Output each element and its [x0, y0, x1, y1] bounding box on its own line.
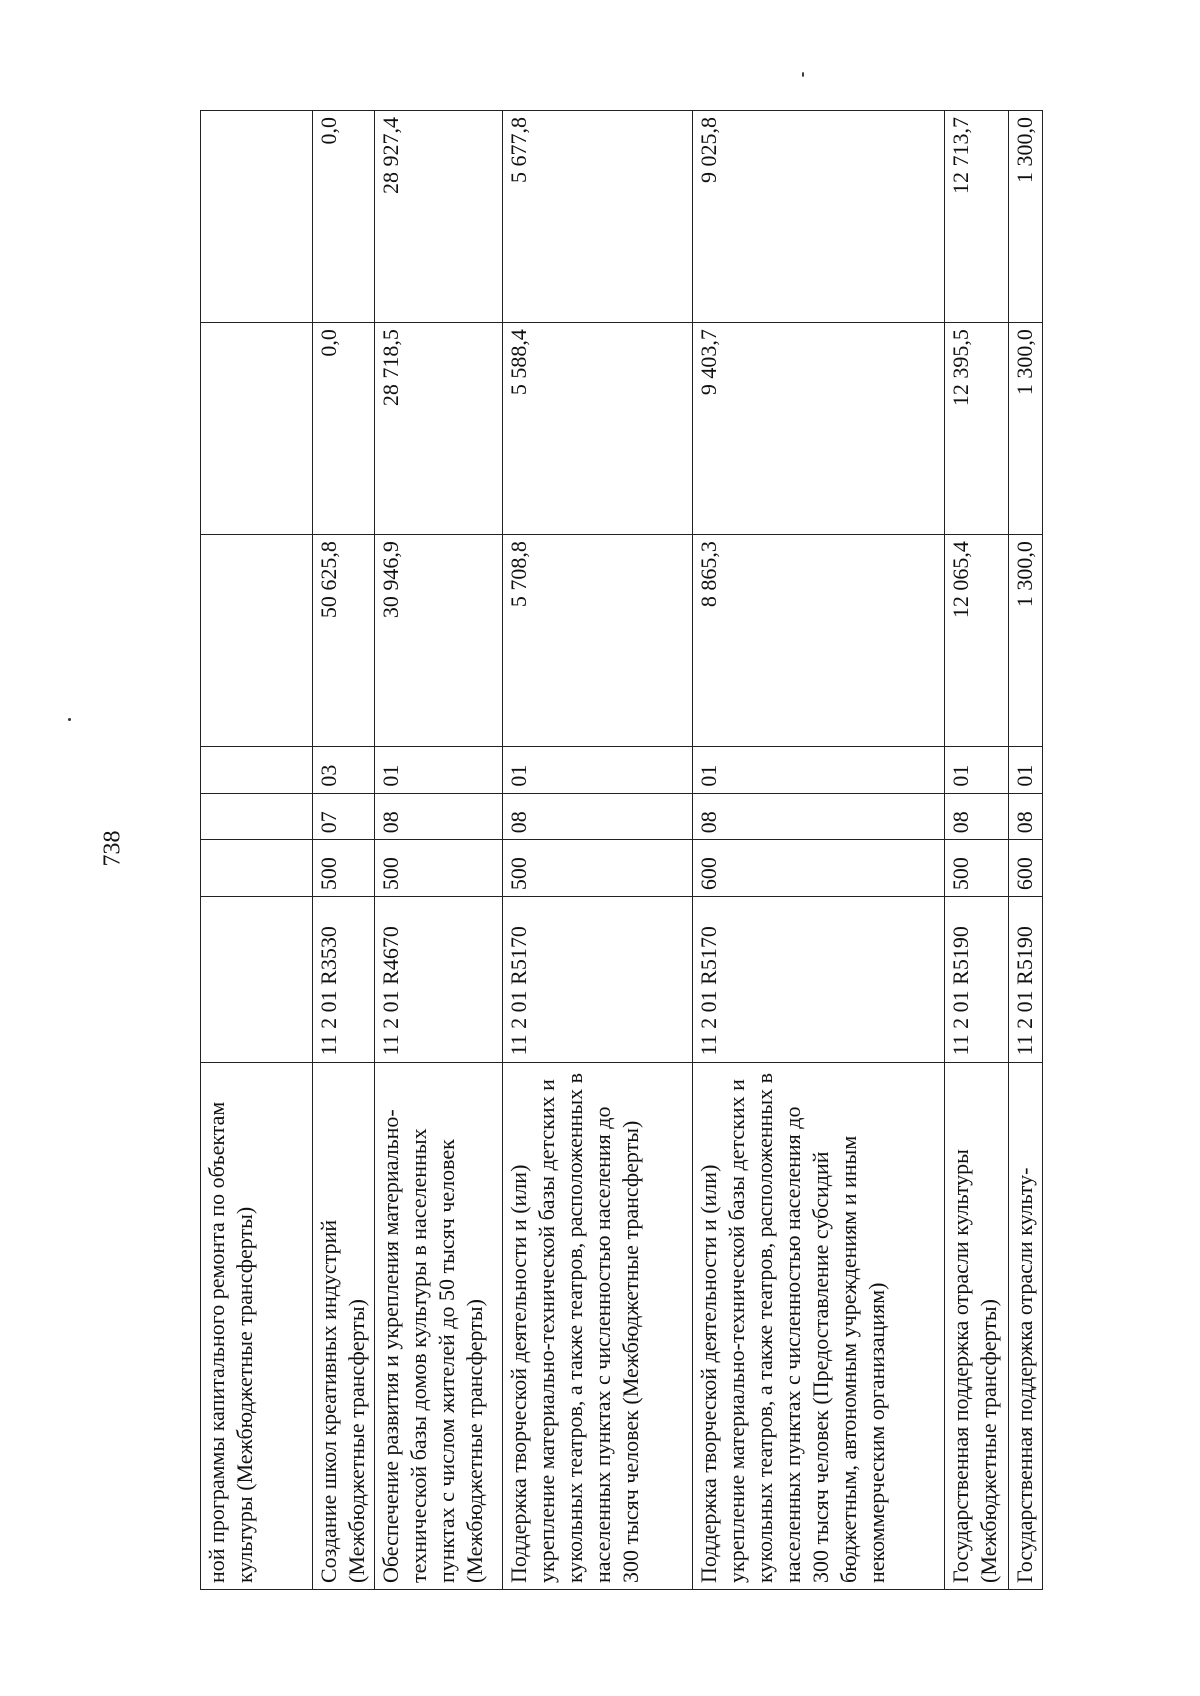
row-rz: 08: [945, 793, 1009, 840]
row-pr: [201, 747, 313, 794]
row-name: Создание школ креативных индустрий (Межбюджетные трансферты): [313, 1062, 375, 1589]
row-rz: 07: [313, 793, 375, 840]
row-value-2: 12 395,5: [945, 323, 1009, 535]
row-vr: 500: [313, 840, 375, 897]
row-value-2: 28 718,5: [375, 323, 503, 535]
table-row: [945, 111, 1009, 1590]
row-name: Государственная поддержка отрасли культуры (Межбюджетные трансферты): [945, 1062, 1009, 1589]
table-row: [313, 111, 375, 1590]
row-value-2: [201, 323, 313, 535]
row-rz: 08: [693, 793, 945, 840]
row-pr: 03: [313, 747, 375, 794]
row-vr: 500: [503, 840, 693, 897]
row-rz: 08: [503, 793, 693, 840]
row-value-2: 5 588,4: [503, 323, 693, 535]
budget-table: [200, 110, 1043, 1590]
row-vr: 500: [375, 840, 503, 897]
row-pr: 01: [945, 747, 1009, 794]
page-number: [98, 818, 128, 878]
row-rz: 08: [375, 793, 503, 840]
scan-speck: [68, 718, 71, 721]
row-csr: [201, 897, 313, 1062]
row-value-1: 8 865,3: [693, 535, 945, 747]
row-value-1: 30 946,9: [375, 535, 503, 747]
row-vr: 500: [945, 840, 1009, 897]
row-value-3: 12 713,7: [945, 111, 1009, 323]
row-value-2: 1 300,0: [1009, 323, 1043, 535]
row-csr: 11 2 01 R5170: [503, 897, 693, 1062]
table-row: [693, 111, 945, 1590]
row-value-1: 5 708,8: [503, 535, 693, 747]
row-pr: 01: [503, 747, 693, 794]
row-vr: [201, 840, 313, 897]
row-value-3: 0,0: [313, 111, 375, 323]
row-csr: 11 2 01 R4670: [375, 897, 503, 1062]
row-value-1: [201, 535, 313, 747]
table-row: [201, 111, 313, 1590]
budget-table-rotated: [200, 110, 1080, 1590]
row-value-3: 28 927,4: [375, 111, 503, 323]
row-pr: 01: [375, 747, 503, 794]
row-vr: 600: [693, 840, 945, 897]
row-value-1: 12 065,4: [945, 535, 1009, 747]
row-value-3: 9 025,8: [693, 111, 945, 323]
row-value-3: 5 677,8: [503, 111, 693, 323]
row-rz: 08: [1009, 793, 1043, 840]
row-name: Обеспечение развития и укрепления материально-технической базы домов культуры в населенных пунктах с числом жителей до 50 тысяч человек (Межбюджетные трансферты): [375, 1062, 503, 1589]
scan-speck: [802, 72, 804, 77]
row-value-1: 1 300,0: [1009, 535, 1043, 747]
table-row: [503, 111, 693, 1590]
row-csr: 11 2 01 R5190: [945, 897, 1009, 1062]
table-row: [1009, 111, 1043, 1590]
page-number-text: 738: [99, 830, 126, 866]
row-name: Поддержка творческой деятельности и (или) укрепление материально-технической базы детских и кукольных театров, а также театров, расположенных в населенных пунктах с численностью населения до 300 тысяч человек (Предоставление субсидий бюджетным, автономным учреждениям и иным некоммерческим организациям): [693, 1062, 945, 1589]
row-pr: 01: [693, 747, 945, 794]
row-rz: [201, 793, 313, 840]
row-value-2: 0,0: [313, 323, 375, 535]
row-pr: 01: [1009, 747, 1043, 794]
row-name: Государственная поддержка отрасли культу-: [1009, 1062, 1043, 1589]
table-row: [375, 111, 503, 1590]
row-name: Поддержка творческой деятельности и (или) укрепление материально-технической базы детских и кукольных театров, а также театров, расположенных в населенных пунктах с численностью населения до 300 тысяч человек (Межбюджетные трансферты): [503, 1062, 693, 1589]
row-name: ной программы капитального ремонта по объектам культуры (Межбюджетные трансферты): [201, 1062, 313, 1589]
row-value-3: [201, 111, 313, 323]
row-vr: 600: [1009, 840, 1043, 897]
row-csr: 11 2 01 R5170: [693, 897, 945, 1062]
row-value-2: 9 403,7: [693, 323, 945, 535]
row-value-1: 50 625,8: [313, 535, 375, 747]
row-value-3: 1 300,0: [1009, 111, 1043, 323]
row-csr: 11 2 01 R5190: [1009, 897, 1043, 1062]
row-csr: 11 2 01 R3530: [313, 897, 375, 1062]
